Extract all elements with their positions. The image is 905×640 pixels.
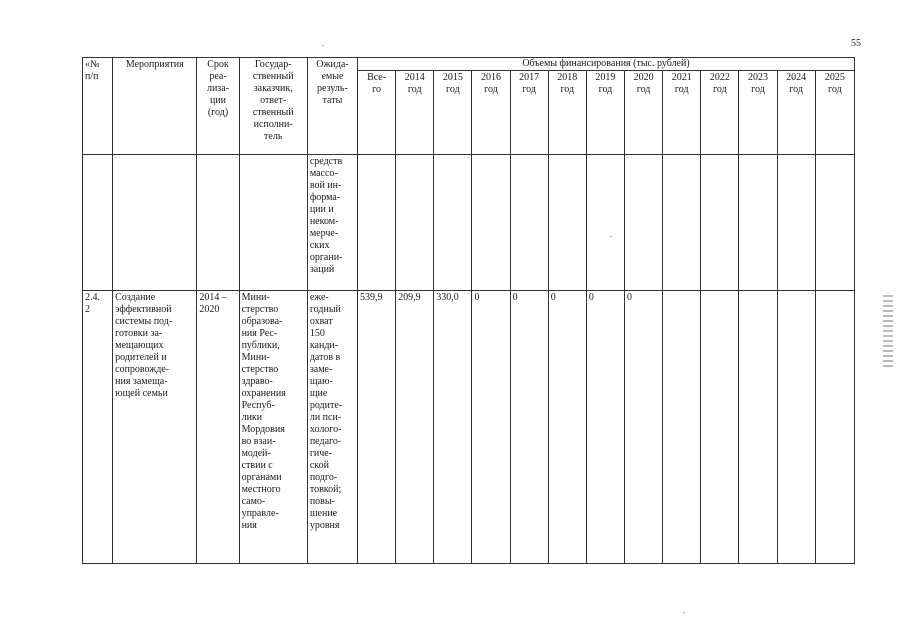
header-term: Срок реа- лиза- ции (год) — [197, 58, 239, 155]
table-cell — [625, 155, 663, 291]
table-cell — [777, 155, 815, 291]
header-year: 2024 год — [777, 71, 815, 155]
term-cell: 2014 – 2020 — [197, 291, 239, 564]
header-results: Ожида- емые резуль- таты — [307, 58, 357, 155]
table-cell — [815, 155, 854, 291]
table-cell — [472, 155, 510, 291]
header-year: 2022 год — [701, 71, 739, 155]
header-year: 2017 год — [510, 71, 548, 155]
customer-cell: Мини- стерство образова- ния Рес- публики, Мини- стерство здраво- охранения Респуб- лики Мордовия во взаи- модей- ствии с органами местного само- управле- ния — [239, 291, 307, 564]
row-number: 2.4. 2 — [83, 291, 113, 564]
value-cell: 0 — [510, 291, 548, 564]
header-year: 2018 год — [548, 71, 586, 155]
table-cell — [396, 155, 434, 291]
table-cell — [239, 155, 307, 291]
table-cell — [83, 155, 113, 291]
table-cell — [358, 155, 396, 291]
value-cell — [815, 291, 854, 564]
table-row — [83, 291, 855, 564]
scan-speck — [610, 236, 612, 237]
value-cell: 0 — [625, 291, 663, 564]
value-cell: 0 — [472, 291, 510, 564]
header-year: 2015 год — [434, 71, 472, 155]
header-year: 2023 год — [739, 71, 777, 155]
header-year: 2021 год — [663, 71, 701, 155]
table-cell — [663, 155, 701, 291]
header-year: 2020 год — [625, 71, 663, 155]
table-cell — [510, 155, 548, 291]
header-year: Все- го — [358, 71, 396, 155]
header-year: 2019 год — [586, 71, 624, 155]
value-cell — [663, 291, 701, 564]
scan-speck — [322, 45, 324, 46]
continuation-row — [83, 155, 855, 291]
header-year: 2025 год — [815, 71, 854, 155]
table-cell — [197, 155, 239, 291]
header-measures: Мероприятия — [113, 58, 197, 155]
header-num: «№ п/п — [83, 58, 113, 155]
value-cell: 0 — [548, 291, 586, 564]
table-cell — [701, 155, 739, 291]
value-cell — [739, 291, 777, 564]
header-row — [83, 58, 855, 71]
value-cell — [701, 291, 739, 564]
header-customer: Государ- ственный заказчик, ответ- ственный исполни- тель — [239, 58, 307, 155]
results-cell: еже- годный охват 150 канди- датов в заме- щаю- щие родите- ли пси- холого- педаго- гиче- ской подго- товкой; повы- шение уровня — [307, 291, 357, 564]
value-cell: 209,9 — [396, 291, 434, 564]
value-cell — [777, 291, 815, 564]
funding-table — [82, 57, 855, 564]
table-cell — [113, 155, 197, 291]
header-funding-title: Объемы финансирования (тыс. рублей) — [358, 58, 855, 71]
table-cell — [434, 155, 472, 291]
scan-speck — [683, 612, 685, 613]
margin-scan-mark — [883, 295, 893, 367]
header-year: 2016 год — [472, 71, 510, 155]
table-cell — [739, 155, 777, 291]
header-year: 2014 год — [396, 71, 434, 155]
table-cell — [548, 155, 586, 291]
value-cell: 539,9 — [358, 291, 396, 564]
table-cell — [586, 155, 624, 291]
value-cell: 330,0 — [434, 291, 472, 564]
page-number: 55 — [851, 38, 861, 49]
measure-cell: Создание эффективной системы под- готовки за- мещающих родителей и сопровожде- ния замеща- ющей семьи — [113, 291, 197, 564]
results-cell: средств массо- вой ин- форма- ции и неком- мерче- ских органи- заций — [307, 155, 357, 291]
value-cell: 0 — [586, 291, 624, 564]
